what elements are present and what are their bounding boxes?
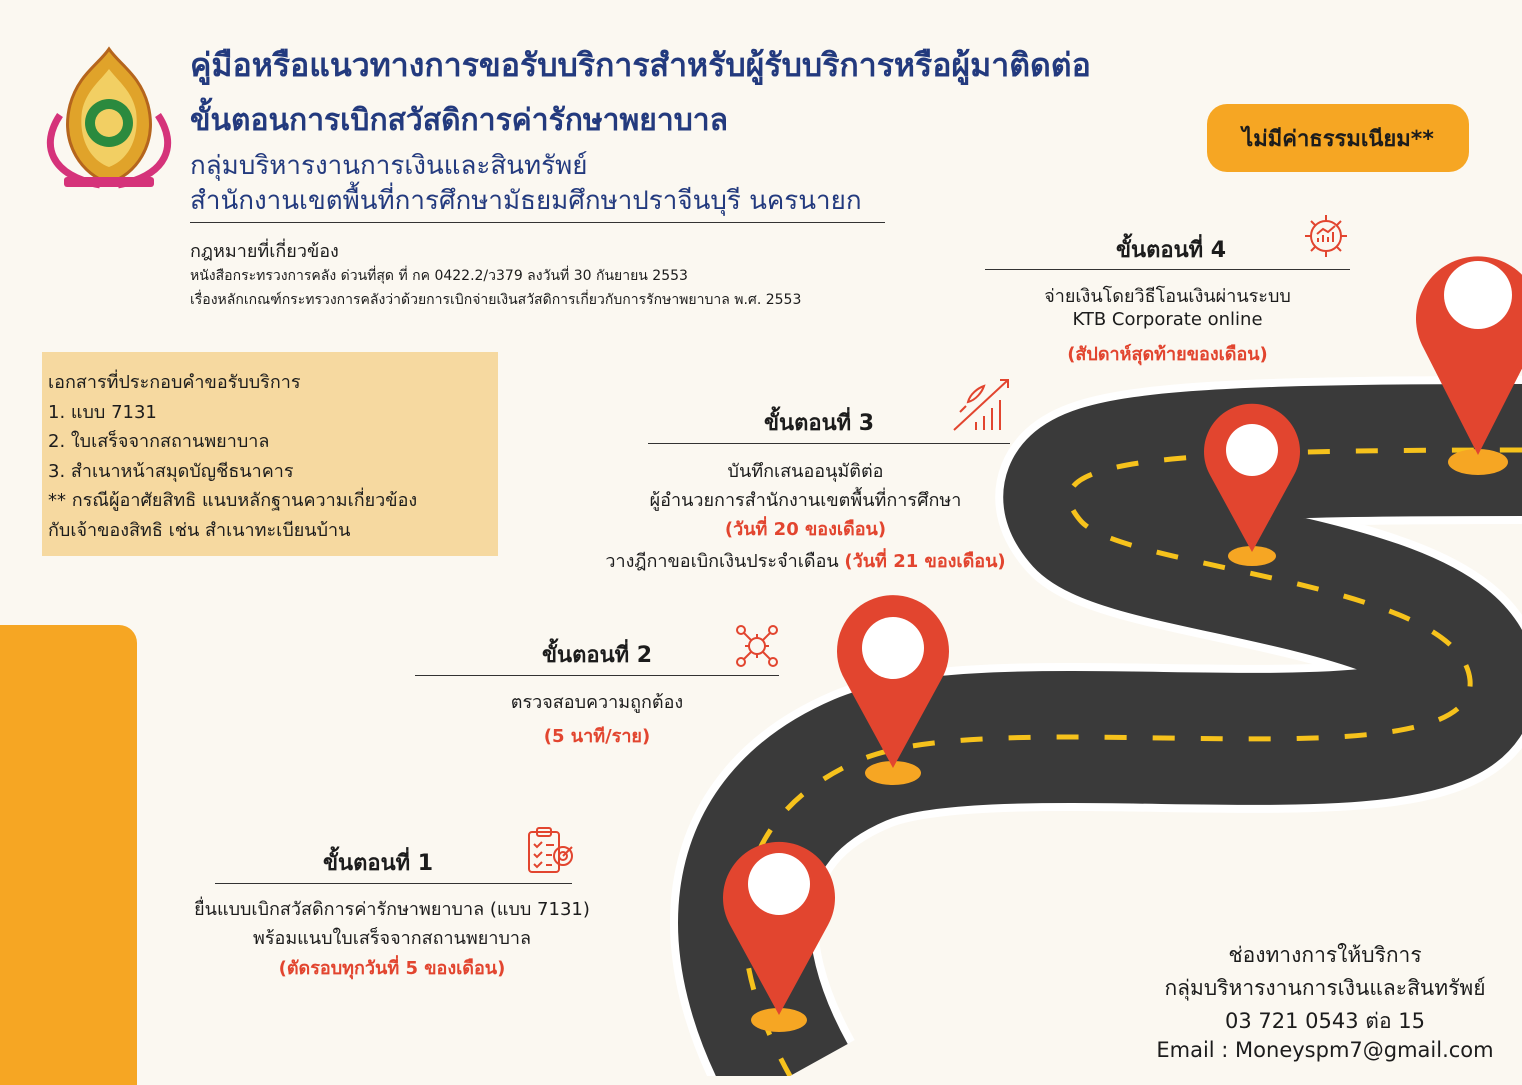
page-title: คู่มือหรือแนวทางการขอรับบริการสำหรับผู้รับบริการหรือผู้มาติดต่อ [190,46,1091,84]
step-3-text: วางฎีกาขอเบิกเงินประจำเดือน [605,551,839,572]
decorative-bar [0,625,137,1085]
law-heading: กฎหมายที่เกี่ยวข้อง [190,241,339,262]
step-3-title: ขั้นตอนที่ 3 [764,411,875,436]
contact-email[interactable]: Email : Moneyspm7@gmail.com [1156,1038,1494,1062]
step-3-note: (วันที่ 20 ของเดือน) [724,519,887,540]
title-divider [190,222,885,223]
law-reference: หนังสือกระทรวงการคลัง ด่วนที่สุด ที่ กค 0422.2/ว379 ลงวันที่ 30 กันยายน 2553 [190,268,688,284]
document-item: 3. สำเนาหน้าสมุดบัญชีธนาคาร [48,460,294,482]
office-name: สำนักงานเขตพื้นที่การศึกษามัธยมศึกษาปราจีนบุรี นครนายก [190,186,862,216]
step-3-line [578,546,1033,575]
document-item: 2. ใบเสร็จจากสถานพยาบาล [48,431,270,452]
contact-heading: ช่องทางการให้บริการ [1228,943,1422,967]
rocket-growth-icon [950,372,1012,434]
page-subtitle: ขั้นตอนการเบิกสวัสดิการค่ารักษาพยาบาล [190,103,728,138]
step-1-text: ยื่นแบบเบิกสวัสดิการค่ารักษาพยาบาล (แบบ 7131) [194,899,590,920]
step-1-text: พร้อมแนบใบเสร็จจากสถานพยาบาล [252,928,532,949]
contact-phone[interactable]: 03 721 0543 ต่อ 15 [1225,1009,1425,1033]
step-4-note: (สัปดาห์สุดท้ายของเดือน) [1067,344,1268,365]
step-3-text: บันทึกเสนออนุมัติต่อ [727,461,884,482]
step-1-note: (ตัดรอบทุกวันที่ 5 ของเดือน) [278,958,506,979]
step-divider [415,675,779,676]
documents-box [42,352,498,556]
document-item: ** กรณีผู้อาศัยสิทธิ แนบหลักฐานความเกี่ยวข้อง [48,490,418,511]
network-gear-icon [733,622,781,670]
step-2-text: ตรวจสอบความถูกต้อง [510,692,684,713]
office-logo [40,45,178,195]
step-2-note: (5 นาที/ราย) [543,726,651,747]
step-3-note: (วันที่ 21 ของเดือน) [844,551,1006,572]
document-item: 1. แบบ 7131 [48,401,157,423]
law-reference: เรื่องหลักเกณฑ์กระทรวงการคลังว่าด้วยการเบิกจ่ายเงินสวัสดิการเกี่ยวกับการรักษาพยาบาล พ.ศ. 2553 [190,292,802,308]
documents-heading: เอกสารที่ประกอบคำขอรับบริการ [48,372,301,393]
step-divider [648,443,1010,444]
step-4-text: จ่ายเงินโดยวิธีโอนเงินผ่านระบบ [1044,286,1291,307]
fee-badge: ไม่มีค่าธรรมเนียม** [1207,104,1469,172]
contact-group: กลุ่มบริหารงานการเงินและสินทรัพย์ [1164,976,1486,1000]
step-2-title: ขั้นตอนที่ 2 [542,643,653,668]
department-name: กลุ่มบริหารงานการเงินและสินทรัพย์ [190,151,588,181]
document-item: กับเจ้าของสิทธิ เช่น สำเนาทะเบียนบ้าน [48,519,351,541]
step-3-text: ผู้อำนวยการสำนักงานเขตพื้นที่การศึกษา [649,490,962,511]
step-4-text: KTB Corporate online [1072,309,1263,330]
step-divider [215,883,572,884]
gear-chart-icon [1302,212,1350,260]
step-4-title: ขั้นตอนที่ 4 [1116,238,1227,263]
step-divider [985,269,1350,270]
step-1-title: ขั้นตอนที่ 1 [323,851,434,876]
clipboard-target-icon [525,826,575,876]
